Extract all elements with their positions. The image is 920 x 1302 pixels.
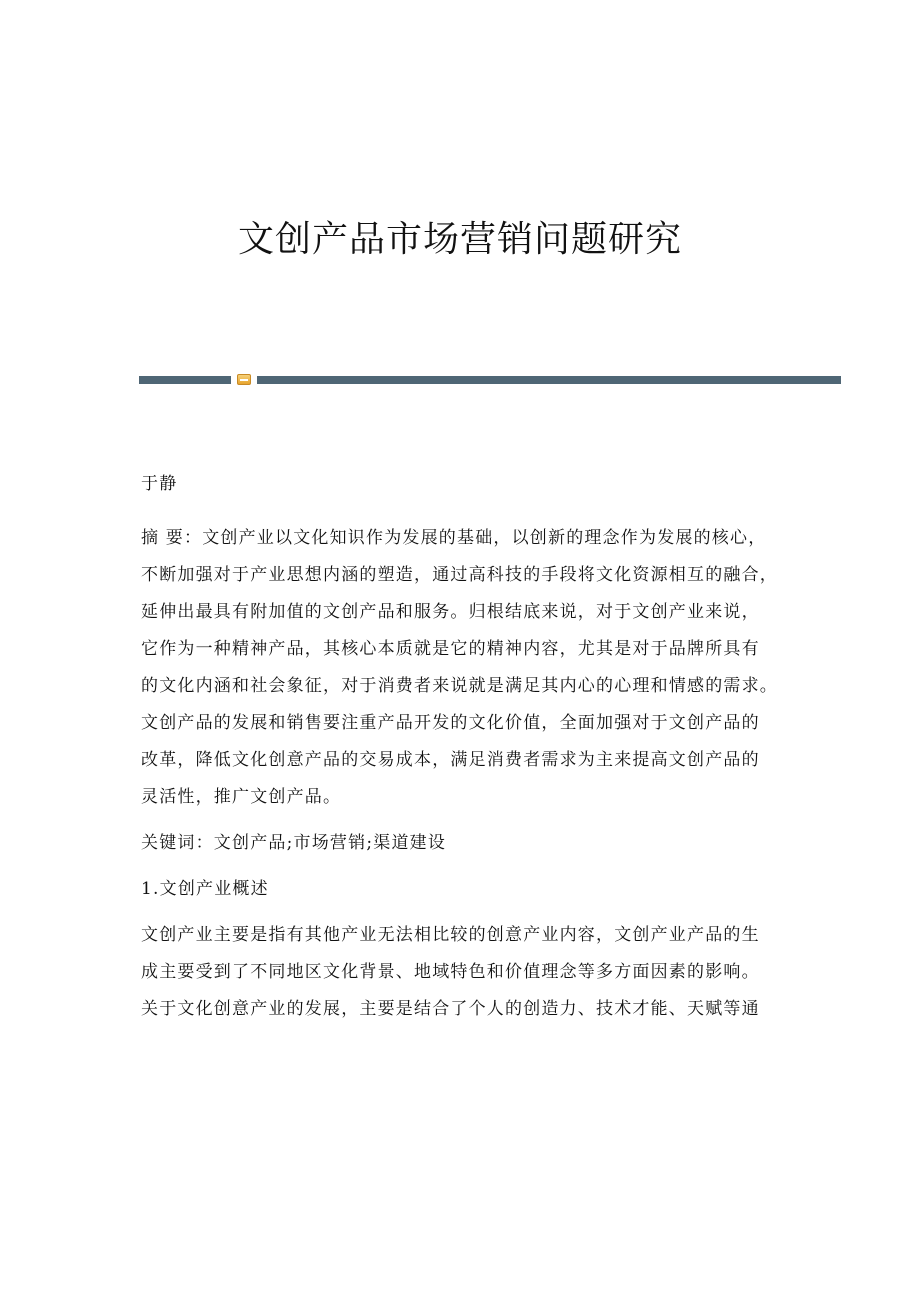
- keywords: 关键词：文创产品;市场营销;渠道建设: [141, 833, 447, 853]
- abstract: [141, 520, 791, 816]
- divider-bar-right: [257, 376, 841, 384]
- section-line: 成主要受到了不同地区文化背景、地域特色和价值理念等多方面因素的影响。: [141, 962, 760, 982]
- abstract-line: 改革，降低文化创意产品的交易成本，满足消费者需求为主来提高文创产品的: [141, 750, 760, 770]
- abstract-line: 灵活性，推广文创产品。: [141, 787, 342, 807]
- section-heading: 1.文创产业概述: [141, 879, 269, 899]
- document-body: [141, 466, 791, 1028]
- section-line: 关于文化创意产业的发展，主要是结合了个人的创造力、技术才能、天赋等通: [141, 999, 760, 1019]
- document-title: 文创产品市场营销问题研究: [237, 219, 682, 260]
- abstract-line: 它作为一种精神产品，其核心本质就是它的精神内容，尤其是对于品牌所具有: [141, 639, 760, 659]
- section-body: [141, 917, 791, 1028]
- divider-emblem-icon: [237, 374, 251, 385]
- abstract-line: 文创产品的发展和销售要注重产品开发的文化价值，全面加强对于文创产品的: [141, 713, 760, 733]
- section-line: 文创产业主要是指有其他产业无法相比较的创意产业内容，文创产业产品的生: [141, 925, 760, 945]
- abstract-line: 的文化内涵和社会象征，对于消费者来说就是满足其内心的心理和情感的需求。: [141, 676, 778, 696]
- abstract-line: 不断加强对于产业思想内涵的塑造，通过高科技的手段将文化资源相互的融合，: [141, 565, 778, 585]
- author-name: 于静: [141, 474, 178, 494]
- abstract-line: 延伸出最具有附加值的文创产品和服务。归根结底来说，对于文创产业来说，: [141, 602, 760, 622]
- title-divider: [139, 372, 841, 386]
- divider-bar-left: [139, 376, 231, 384]
- abstract-line: 摘 要：文创产业以文化知识作为发展的基础，以创新的理念作为发展的核心，: [141, 528, 767, 548]
